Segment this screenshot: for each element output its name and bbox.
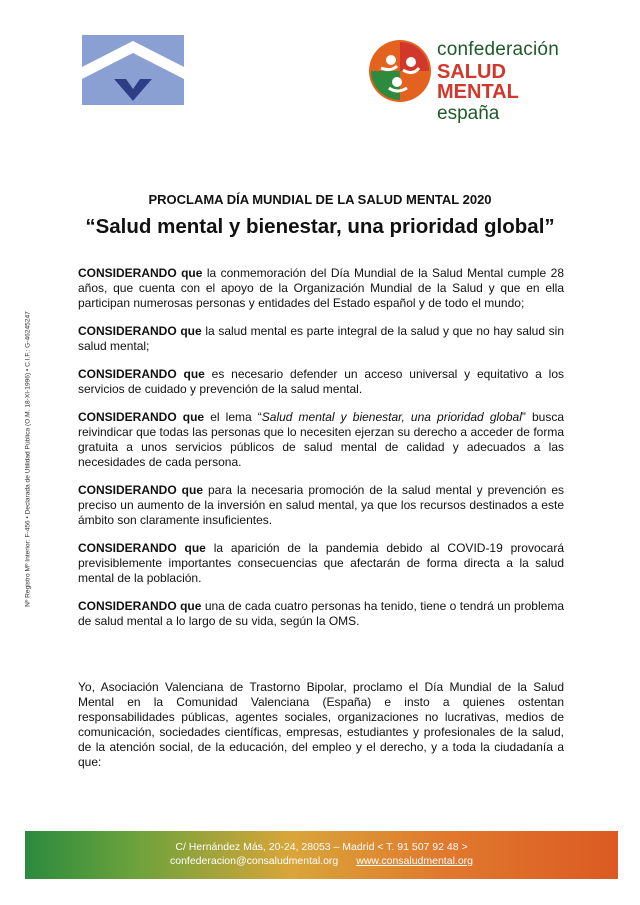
considerando-keyword: CONSIDERANDO que [78, 599, 202, 613]
considerando-paragraph-2 [78, 324, 564, 354]
left-logo [82, 35, 184, 105]
considerando-keyword: CONSIDERANDO que [78, 324, 202, 338]
right-logo [367, 38, 567, 124]
footer-address: C/ Hernández Más, 20-24, 28053 – Madrid < T. 91 507 92 48 > [175, 841, 468, 853]
page-heading: PROCLAMA DÍA MUNDIAL DE LA SALUD MENTAL 2020 [148, 192, 492, 207]
considerando-text: la salud mental es parte integral de la salud y que no hay salud sin salud mental; [78, 324, 565, 353]
considerando-paragraph-6 [78, 541, 564, 586]
footer-contact-line [25, 855, 618, 867]
considerando-text-after: ” busca reivindicar que todas las personas que lo necesiten ejerzan su derecho a acceder de forma gratuita a unos servicios públicos de salud mental de calidad y adecuados a las necesidades de cada persona. [78, 410, 564, 469]
considerando-keyword: CONSIDERANDO que [78, 483, 203, 497]
considerando-keyword: CONSIDERANDO que [78, 541, 206, 555]
footer-email-link[interactable]: confederacion@consaludmental.org [170, 855, 339, 867]
considerando-text: una de cada cuatro personas ha tenido, tiene o tendrá un problema de salud mental a lo largo de su vida, según la OMS. [78, 599, 564, 628]
considerando-keyword: CONSIDERANDO que [78, 410, 205, 424]
closing-paragraph: Yo, Asociación Valenciana de Trastorno Bipolar, proclamo el Día Mundial de la Salud Mental en la Comunidad Valenciana (España) e insto a quienes ostentan responsabilidades públicas, agentes sociales, organizaciones no lucrativas, medios de comunicación, sociedades científicas, empresas, estudiantes y profesionales de la salud, de la atención social, de la educación, del empleo y el derecho, y a toda la ciudadanía a que: [78, 680, 564, 769]
considerando-text-before: el lema “ [204, 410, 262, 424]
brand-line-1: confederación [437, 39, 559, 60]
brand-line-2: SALUD MENTAL [437, 61, 519, 103]
considerando-paragraph-5 [78, 483, 564, 528]
brand-line-3: españa [437, 103, 500, 124]
considerando-list [78, 266, 564, 642]
confederacion-emblem-icon [367, 38, 433, 104]
considerando-text: la conmemoración del Día Mundial de la Salud Mental cumple 28 años, que cuenta con el apoyo de la Organización Mundial de la Salud y que en ella participan numerosas personas y entidades del Estado español y de todo el mundo; [78, 266, 564, 310]
considerando-paragraph-7 [78, 599, 564, 629]
brand-text [437, 40, 567, 123]
motto-italic: Salud mental y bienestar, una prioridad global [261, 410, 522, 424]
considerando-keyword: CONSIDERANDO que [78, 266, 203, 280]
considerando-paragraph-3 [78, 367, 564, 397]
page-subheading: “Salud mental y bienestar, una prioridad global” [85, 215, 555, 238]
considerando-text: la aparición de la pandemia debido al COVID-19 provocará previsiblemente importantes consecuencias que afectarán de forma directa a la salud mental de la población. [78, 541, 564, 585]
chevron-logo-icon [82, 35, 184, 105]
considerando-text: para la necesaria promoción de la salud mental y prevención es preciso un aumento de la inversión en salud mental, ya que los recursos destinados a este ámbito son claramente insuficientes. [78, 483, 564, 527]
considerando-text: es necesario defender un acceso universal y equitativo a los servicios de cuidado y prevención de la salud mental. [78, 367, 564, 396]
considerando-paragraph-4 [78, 410, 564, 470]
considerando-keyword: CONSIDERANDO que [78, 367, 205, 381]
registry-side-note: Nº Registro Mº Interior: F-456 • Declarada de Utilidad Pública (O.M. 18-XI-1996) • C.I.F.: G-46245247 [24, 311, 32, 607]
considerando-paragraph-1 [78, 266, 564, 311]
footer-website-link[interactable]: www.consaludmental.org [356, 855, 473, 867]
footer-bar [25, 831, 618, 879]
